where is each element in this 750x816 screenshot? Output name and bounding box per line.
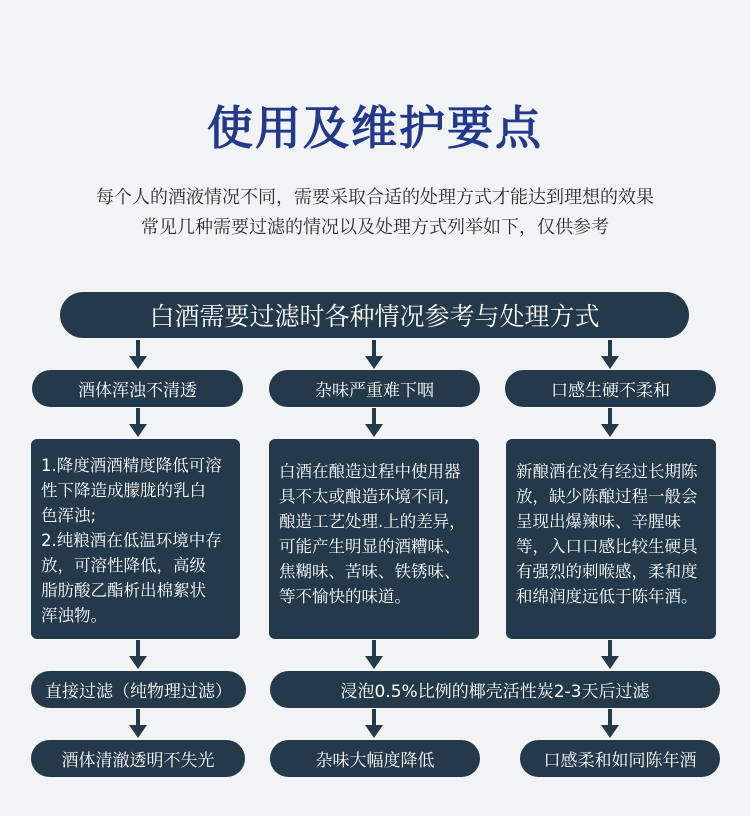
detail-line: 具不太或酿造环境不同, (279, 487, 450, 506)
intro-line-2: 常见几种需要过滤的情况以及处理方式列举如下，仅供参考 (141, 217, 609, 238)
detail-line: 性下降造成朦胧的乳白 (41, 481, 206, 500)
arrow-down-icon (365, 709, 383, 739)
arrow-down-icon (601, 408, 619, 438)
detail-line: 呈现出爆辣味、辛腥味 (516, 512, 681, 531)
detail-line: 有强烈的刺喉感，柔和度 (516, 562, 698, 581)
arrow-down-icon (601, 640, 619, 670)
arrow-down-icon (129, 640, 147, 670)
result-label-1: 酒体清澈透明不失光 (31, 740, 245, 777)
detail-line: 1.降度酒酒精度降低可溶 (41, 456, 222, 475)
treatment-label-shared: 浸泡0.5%比例的椰壳活性炭2-3天后过滤 (270, 671, 720, 708)
diagram-header: 白酒需要过滤时各种情况参考与处理方式 (60, 292, 689, 338)
problem-label-3: 口感生硬不柔和 (505, 370, 716, 407)
result-label-3: 口感柔和如同陈年酒 (520, 740, 720, 777)
intro-line-1: 每个人的酒液情况不同，需要采取合适的处理方式才能达到理想的效果 (96, 187, 654, 208)
detail-line: 2.纯粮酒在低温环境中存 (41, 531, 222, 550)
treatment-label-1: 直接过滤（纯物理过滤） (31, 671, 246, 708)
detail-line: 脂肪酸乙酯析出棉絮状 (41, 581, 206, 600)
detail-line: 可能产生明显的酒糟味、 (279, 537, 461, 556)
detail-line: 新酿酒在没有经过长期陈 (516, 462, 698, 481)
arrow-down-icon (601, 709, 619, 739)
arrow-down-icon (129, 709, 147, 739)
problem-detail-1 (31, 439, 240, 639)
page-title: 使用及维护要点 (207, 101, 543, 155)
arrow-down-icon (601, 340, 619, 370)
problem-detail-3 (506, 439, 716, 639)
detail-line: 酿造工艺处理.上的差异， (279, 512, 466, 531)
arrow-down-icon (365, 408, 383, 438)
detail-line: 白酒在酿造过程中使用器 (279, 462, 461, 481)
detail-line: 浑浊物。 (41, 606, 107, 625)
arrow-down-icon (365, 640, 383, 670)
problem-label-2: 杂味严重难下咽 (269, 370, 480, 407)
detail-line: 焦糊味、苦味、铁锈味、 (279, 562, 461, 581)
detail-line: 和绵润度远低于陈年酒。 (516, 587, 698, 606)
arrow-down-icon (365, 340, 383, 370)
problem-detail-2 (269, 439, 479, 639)
arrow-down-icon (129, 340, 147, 370)
detail-line: 等不愉快的味道。 (279, 587, 411, 606)
detail-line: 放，可溶性降低，高级 (41, 556, 206, 575)
arrow-down-icon (129, 408, 147, 438)
detail-line: 色浑浊; (41, 506, 97, 525)
problem-label-1: 酒体浑浊不清透 (32, 370, 243, 407)
result-label-2: 杂味大幅度降低 (270, 740, 480, 777)
detail-line: 放，缺少陈酿过程一般会 (516, 487, 698, 506)
detail-line: 等，入口口感比较生硬具 (516, 537, 698, 556)
